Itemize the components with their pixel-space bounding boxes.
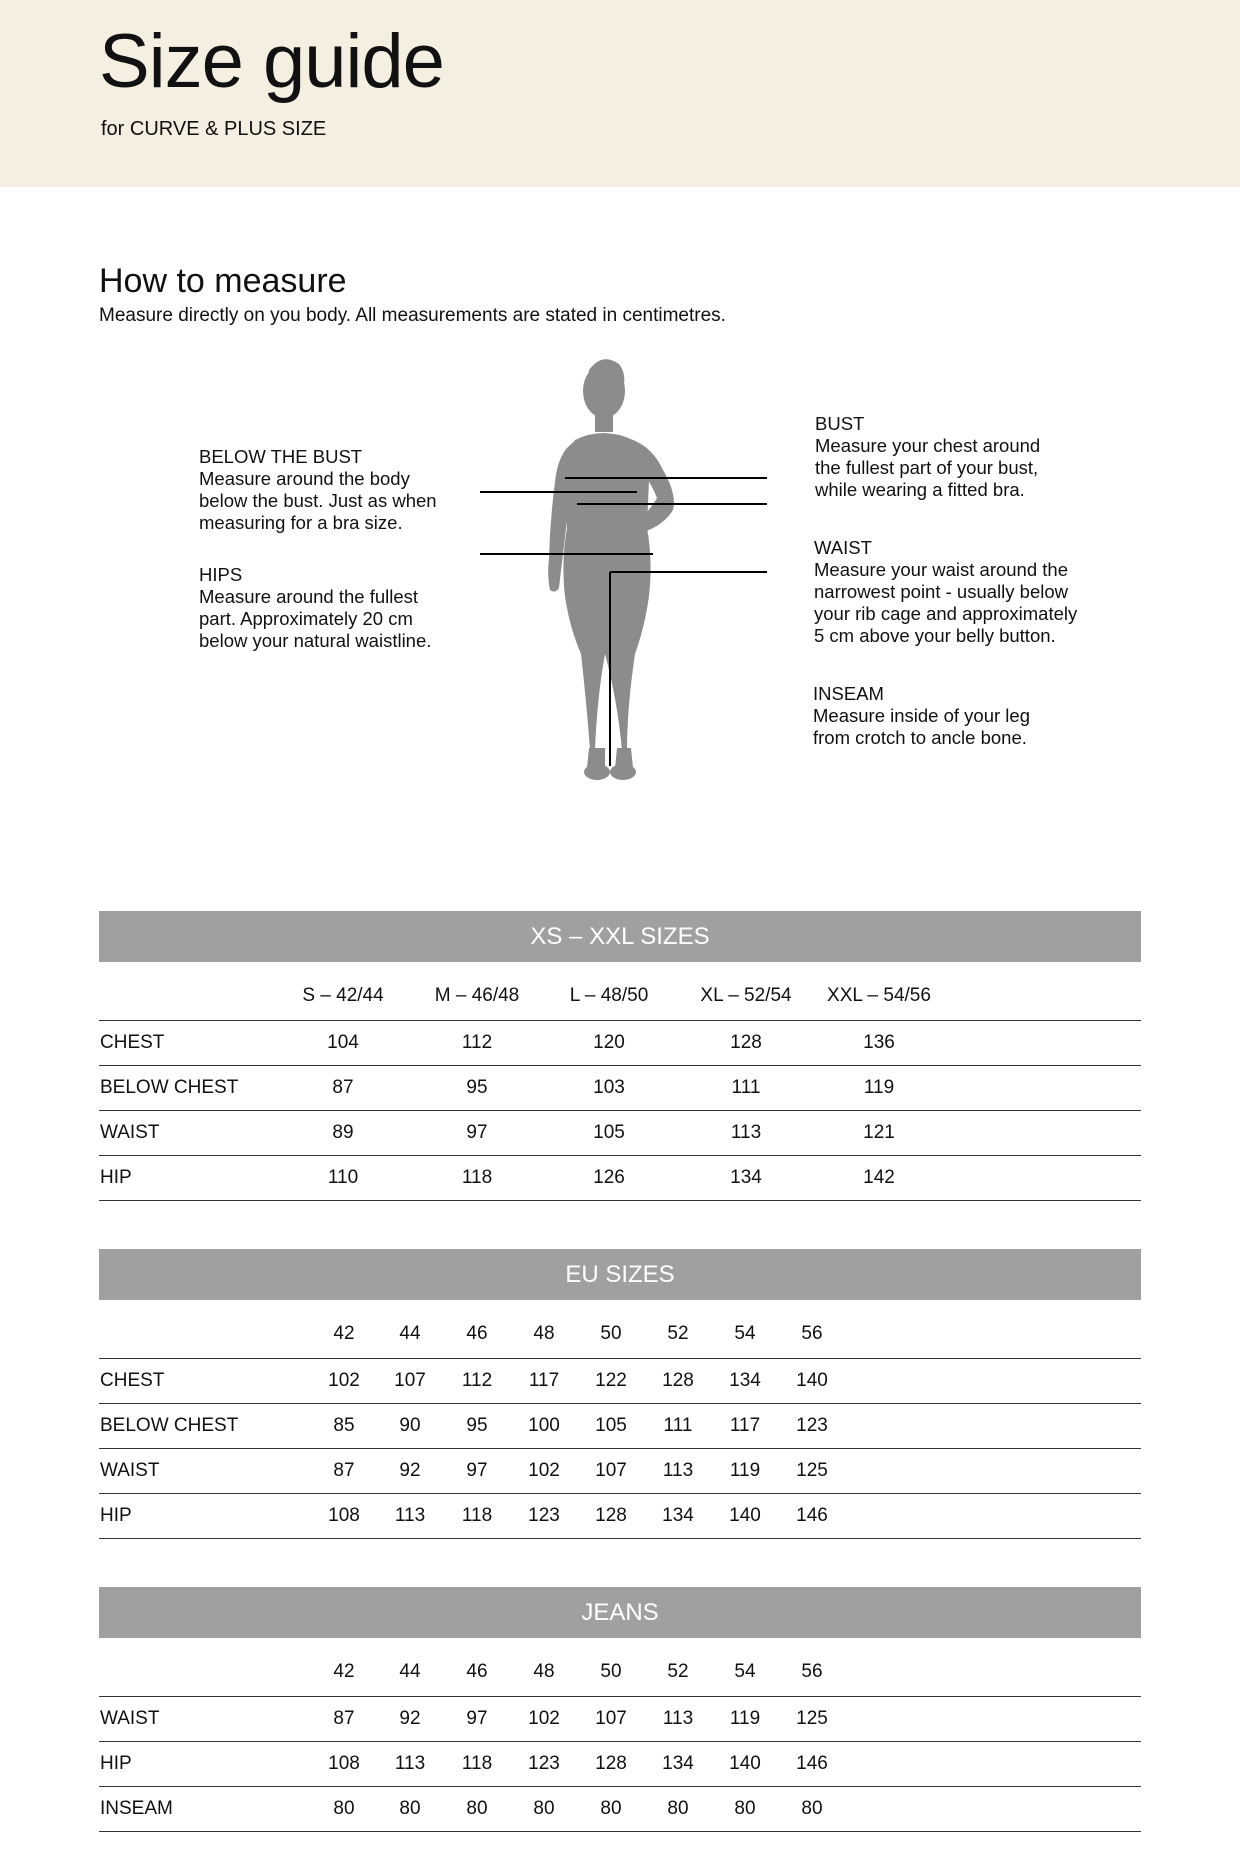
column-header: 50 — [600, 1323, 622, 1344]
callout-waist — [814, 537, 1077, 647]
callout-hips-title: HIPS — [199, 564, 243, 585]
table-row — [99, 1021, 1141, 1066]
table-header-row — [99, 1300, 1141, 1359]
callout-below-bust-text: Measure around the body below the bust. Just as when measuring for a bra size. — [199, 468, 437, 533]
row-label: WAIST — [100, 1460, 160, 1481]
table-cell: 95 — [466, 1077, 488, 1098]
table-cell: 92 — [399, 1708, 421, 1729]
callout-inseam — [813, 683, 1030, 749]
row-label: CHEST — [100, 1032, 165, 1053]
table-cell: 113 — [394, 1753, 426, 1774]
table-cell: 97 — [466, 1460, 488, 1481]
callout-waist-text: Measure your waist around the narrowest point - usually below your rib cage and approximately 5 cm above your belly button. — [814, 559, 1078, 646]
table-cell: 92 — [399, 1460, 421, 1481]
callout-below-bust — [199, 446, 437, 534]
column-header: 44 — [399, 1661, 421, 1682]
how-to-measure-heading: How to measure — [99, 262, 347, 300]
row-label: HIP — [100, 1505, 132, 1526]
table-cell: 121 — [863, 1122, 895, 1143]
table-cell: 80 — [399, 1798, 421, 1819]
table-cell: 117 — [729, 1415, 761, 1436]
table-cell: 134 — [662, 1753, 694, 1774]
column-header: 52 — [667, 1323, 689, 1344]
table-row — [99, 1404, 1141, 1449]
table-cell: 90 — [399, 1415, 421, 1436]
table-cell: 146 — [796, 1753, 828, 1774]
column-header: 50 — [600, 1661, 622, 1682]
callout-bust-title: BUST — [815, 413, 865, 434]
row-label: INSEAM — [100, 1798, 173, 1819]
table-cell: 123 — [796, 1415, 828, 1436]
table-cell: 118 — [461, 1753, 493, 1774]
callout-hips-text: Measure around the fullest part. Approximately 20 cm below your natural waistline. — [199, 586, 432, 651]
eu-sizes-header: EU SIZES — [99, 1249, 1141, 1300]
row-label: HIP — [100, 1753, 132, 1774]
column-header: 42 — [333, 1661, 355, 1682]
table-cell: 134 — [662, 1505, 694, 1526]
how-to-measure-intro: Measure directly on you body. All measurements are stated in centimetres. — [99, 305, 726, 326]
xs-xxl-sizes-table — [99, 962, 1141, 1201]
column-header: S – 42/44 — [302, 985, 384, 1006]
table-cell: 126 — [593, 1167, 625, 1188]
column-header: XL – 52/54 — [700, 985, 792, 1006]
table-cell: 95 — [466, 1415, 488, 1436]
column-header: 56 — [801, 1661, 823, 1682]
table-cell: 87 — [333, 1708, 355, 1729]
table-cell: 108 — [328, 1753, 360, 1774]
row-label: WAIST — [100, 1708, 160, 1729]
callout-below-bust-title: BELOW THE BUST — [199, 446, 363, 467]
table-cell: 80 — [333, 1798, 355, 1819]
table-cell: 107 — [394, 1370, 426, 1391]
table-row — [99, 1111, 1141, 1156]
jeans-table — [99, 1638, 1141, 1832]
table-cell: 128 — [595, 1753, 627, 1774]
table-cell: 111 — [731, 1077, 761, 1098]
table-cell: 125 — [796, 1708, 828, 1729]
column-header: 54 — [734, 1661, 756, 1682]
table-cell: 119 — [729, 1460, 761, 1481]
column-header: 42 — [333, 1323, 355, 1344]
table-cell: 136 — [863, 1032, 895, 1053]
table-cell: 142 — [863, 1167, 895, 1188]
row-label: HIP — [100, 1167, 132, 1188]
jeans-header: JEANS — [99, 1587, 1141, 1638]
table-row — [99, 1742, 1141, 1787]
column-header: 44 — [399, 1323, 421, 1344]
table-cell: 117 — [528, 1370, 560, 1391]
table-cell: 104 — [327, 1032, 359, 1053]
table-cell: 113 — [394, 1505, 426, 1526]
table-cell: 128 — [595, 1505, 627, 1526]
callout-inseam-text: Measure inside of your leg from crotch to ancle bone. — [813, 705, 1030, 748]
table-cell: 97 — [466, 1122, 488, 1143]
column-header: 56 — [801, 1323, 823, 1344]
table-row — [99, 1697, 1141, 1742]
header-banner — [0, 0, 1240, 187]
table-cell: 122 — [595, 1370, 627, 1391]
table-cell: 134 — [730, 1167, 762, 1188]
table-cell: 125 — [796, 1460, 828, 1481]
body-measurement-illustration — [437, 348, 767, 794]
table-cell: 119 — [729, 1708, 761, 1729]
table-cell: 107 — [595, 1708, 627, 1729]
table-cell: 140 — [729, 1753, 761, 1774]
row-label: BELOW CHEST — [100, 1077, 239, 1098]
table-cell: 128 — [662, 1370, 694, 1391]
column-header: 48 — [533, 1323, 555, 1344]
table-cell: 107 — [595, 1460, 627, 1481]
column-header: M – 46/48 — [434, 985, 520, 1006]
page-title: Size guide — [99, 19, 444, 104]
table-row — [99, 1156, 1141, 1201]
table-cell: 97 — [466, 1708, 488, 1729]
table-cell: 105 — [593, 1122, 625, 1143]
table-cell: 113 — [730, 1122, 762, 1143]
column-header: 52 — [667, 1661, 689, 1682]
table-cell: 87 — [332, 1077, 354, 1098]
eu-sizes-table — [99, 1300, 1141, 1539]
table-cell: 103 — [593, 1077, 625, 1098]
table-cell: 102 — [528, 1708, 560, 1729]
table-row — [99, 1359, 1141, 1404]
table-cell: 112 — [461, 1032, 493, 1053]
callout-bust-text: Measure your chest around the fullest part of your bust, while wearing a fitted bra. — [815, 435, 1041, 500]
table-header-row — [99, 1638, 1141, 1697]
table-cell: 102 — [528, 1460, 560, 1481]
table-cell: 118 — [461, 1167, 493, 1188]
column-header: 46 — [466, 1323, 488, 1344]
table-cell: 105 — [595, 1415, 627, 1436]
table-cell: 123 — [528, 1505, 560, 1526]
table-cell: 85 — [333, 1415, 355, 1436]
table-row — [99, 1449, 1141, 1494]
table-cell: 100 — [528, 1415, 560, 1436]
table-cell: 123 — [528, 1753, 560, 1774]
callout-hips — [199, 564, 431, 652]
table-cell: 134 — [729, 1370, 761, 1391]
table-cell: 80 — [533, 1798, 555, 1819]
table-cell: 140 — [796, 1370, 828, 1391]
row-label: BELOW CHEST — [100, 1415, 239, 1436]
table-cell: 113 — [662, 1460, 694, 1481]
table-cell: 120 — [593, 1032, 625, 1053]
table-row — [99, 1066, 1141, 1111]
xs-xxl-sizes-header: XS – XXL SIZES — [99, 911, 1141, 962]
table-cell: 119 — [863, 1077, 895, 1098]
column-header: 48 — [533, 1661, 555, 1682]
table-cell: 146 — [796, 1505, 828, 1526]
table-row — [99, 1494, 1141, 1539]
column-header: 46 — [466, 1661, 488, 1682]
table-header-row — [99, 962, 1141, 1021]
table-cell: 80 — [801, 1798, 823, 1819]
column-header: L – 48/50 — [569, 985, 649, 1006]
table-cell: 113 — [662, 1708, 694, 1729]
table-cell: 110 — [327, 1167, 359, 1188]
column-header: XXL – 54/56 — [827, 985, 931, 1006]
column-header: 54 — [734, 1323, 756, 1344]
table-cell: 80 — [667, 1798, 689, 1819]
row-label: CHEST — [100, 1370, 165, 1391]
table-cell: 140 — [729, 1505, 761, 1526]
table-cell: 118 — [461, 1505, 493, 1526]
page-subtitle: for CURVE & PLUS SIZE — [101, 118, 327, 140]
callout-waist-title: WAIST — [814, 537, 872, 558]
callout-bust — [815, 413, 1040, 501]
table-cell: 102 — [328, 1370, 360, 1391]
callout-inseam-title: INSEAM — [813, 683, 884, 704]
table-cell: 111 — [663, 1415, 693, 1436]
table-cell: 112 — [461, 1370, 493, 1391]
table-cell: 80 — [466, 1798, 488, 1819]
table-cell: 128 — [730, 1032, 762, 1053]
table-cell: 108 — [328, 1505, 360, 1526]
table-cell: 80 — [734, 1798, 756, 1819]
body-silhouette — [548, 359, 674, 780]
row-label: WAIST — [100, 1122, 160, 1143]
table-cell: 80 — [600, 1798, 622, 1819]
table-row — [99, 1787, 1141, 1832]
table-cell: 87 — [333, 1460, 355, 1481]
table-cell: 89 — [332, 1122, 354, 1143]
